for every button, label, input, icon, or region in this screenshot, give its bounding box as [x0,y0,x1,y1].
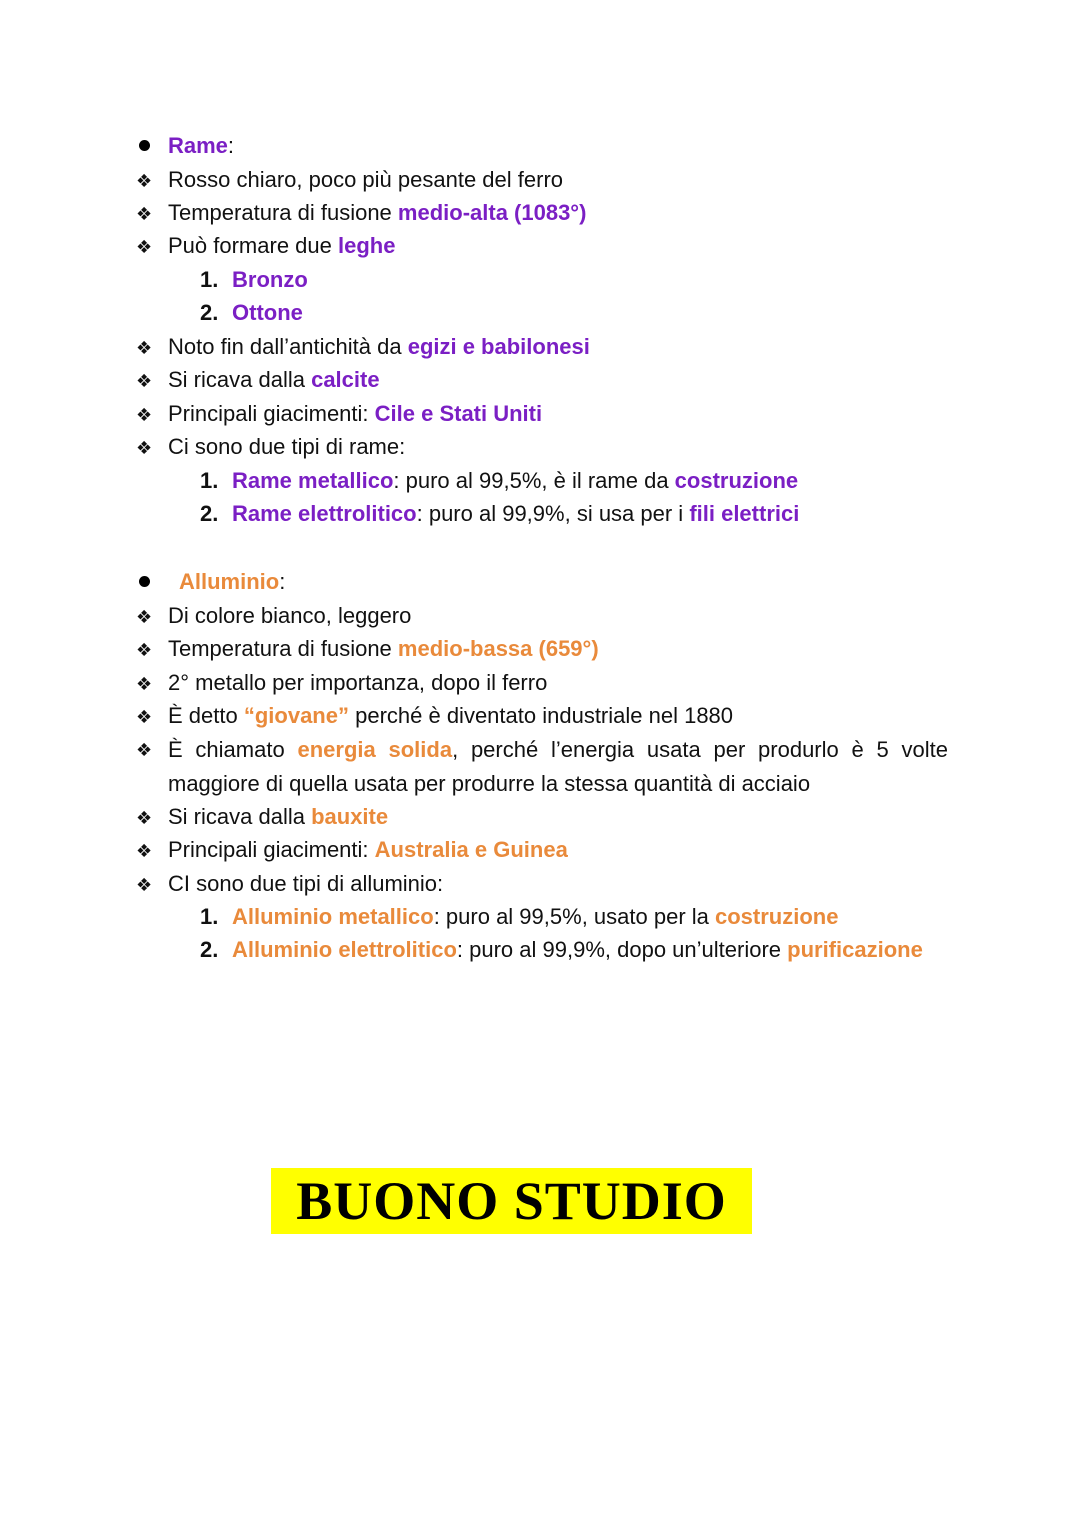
list-item: ❖ Temperatura di fusione medio-bassa (659°) [136,632,980,666]
list-item: ❖ Rosso chiaro, poco più pesante del ferro [136,163,980,197]
diamond-bullet-icon: ❖ [136,338,153,358]
diamond-bullet-icon: ❖ [136,674,153,694]
list-item: ❖ Si ricava dalla bauxite [136,800,980,834]
list-item: ❖ Si ricava dalla calcite [136,363,980,397]
diamond-bullet-icon: ❖ [136,204,153,224]
list-item: ❖ Principali giacimenti: Australia e Guinea [136,833,980,867]
list-item: ❖ Può formare due leghe [136,229,980,263]
diamond-bullet-icon: ❖ [136,808,153,828]
numbered-item: 2. Ottone [200,300,303,325]
heading-alluminio: Alluminio: [136,565,980,599]
diamond-bullet-icon: ❖ [136,237,153,257]
heading-rame-title: Rame [168,133,228,158]
list-item: ❖ Principali giacimenti: Cile e Stati Uniti [136,397,980,431]
diamond-bullet-icon: ❖ [136,438,153,458]
bullet-dot-icon [136,565,168,599]
banner-text: BUONO STUDIO [296,1171,727,1231]
list-item: ❖ È detto “giovane” perché è diventato industriale nel 1880 [136,699,980,733]
list-item: ❖ CI sono due tipi di alluminio: [136,867,980,901]
heading-alluminio-title: Alluminio [179,569,280,594]
diamond-bullet-icon: ❖ [136,841,153,861]
list-item: ❖ Noto fin dall’antichità da egizi e babilonesi [136,330,980,364]
diamond-bullet-icon: ❖ [136,607,153,627]
numbered-item: 2. Rame elettrolitico: puro al 99,9%, si usa per i fili elettrici [200,501,800,526]
buono-studio-banner [271,1168,752,1234]
list-item: ❖ Temperatura di fusione medio-alta (1083°) [136,196,980,230]
diamond-bullet-icon: ❖ [136,371,153,391]
diamond-bullet-icon: ❖ [136,171,153,191]
numbered-item: 1. Alluminio metallico: puro al 99,5%, usato per la costruzione [200,904,839,929]
diamond-bullet-icon: ❖ [136,875,153,895]
diamond-bullet-icon: ❖ [136,707,153,727]
diamond-bullet-icon: ❖ [136,740,153,760]
list-item: ❖ Di colore bianco, leggero [136,599,980,633]
numbered-item: 1. Bronzo [200,267,308,292]
list-item: ❖ 2° metallo per importanza, dopo il ferro [136,666,980,700]
list-item: ❖ È chiamato energia solida, perché l’energia usata per produrlo è 5 volte maggiore di quella usata per produrre la stessa quantità di acciaio [136,733,948,801]
heading-rame: Rame: [136,129,980,163]
numbered-item: 2. Alluminio elettrolitico: puro al 99,9%, dopo un’ulteriore purificazione [200,937,923,962]
diamond-bullet-icon: ❖ [136,640,153,660]
bullet-dot-icon [136,129,168,163]
numbered-item: 1. Rame metallico: puro al 99,5%, è il rame da costruzione [200,468,799,493]
list-item: ❖ Ci sono due tipi di rame: [136,430,980,464]
diamond-bullet-icon: ❖ [136,405,153,425]
